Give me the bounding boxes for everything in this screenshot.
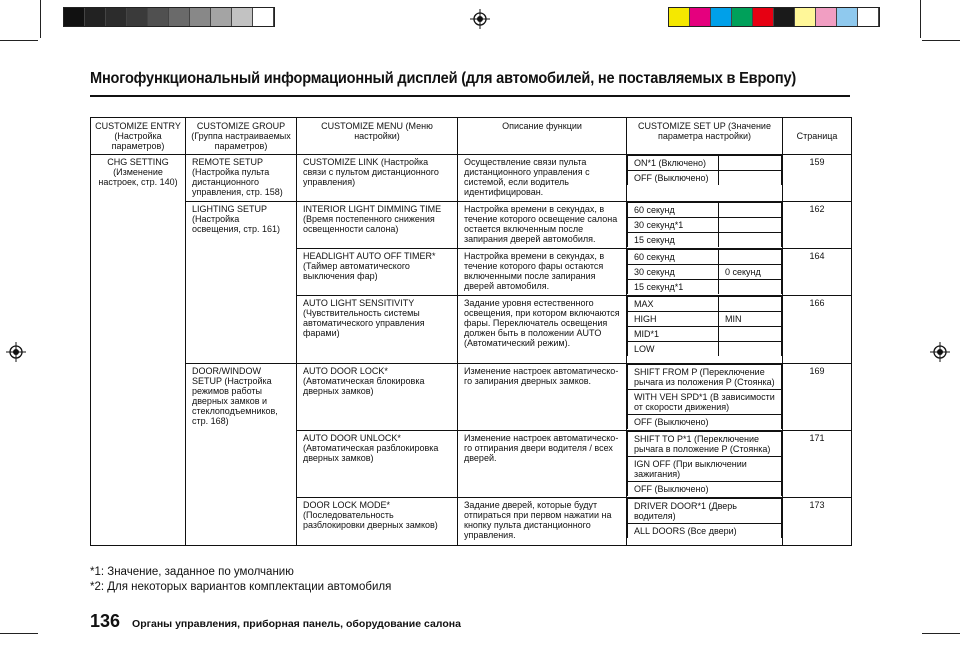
grayscale-calibration-bar xyxy=(63,7,275,27)
setup-option-alt: 0 секунд xyxy=(719,265,782,280)
description-cell: Задание уровня естественного освещения, при котором включаются фары. Переключатель освещения должен быть в положении AUTO (Автоматический режим). xyxy=(458,296,627,364)
page-cell: 164 xyxy=(783,249,852,296)
setup-cell xyxy=(627,249,783,296)
customize-table xyxy=(90,117,852,546)
setup-option: DRIVER DOOR*1 (Дверь водителя) xyxy=(628,499,782,524)
header-group: CUSTOMIZE GROUP (Группа настраиваемых параметров) xyxy=(186,118,297,155)
setup-option-alt xyxy=(719,297,782,312)
setup-cell xyxy=(627,498,783,546)
crop-mark xyxy=(922,40,960,41)
setup-option-alt xyxy=(719,171,782,186)
color-swatch xyxy=(774,8,795,26)
crop-mark xyxy=(40,0,41,38)
page-cell: 159 xyxy=(783,155,852,202)
color-swatch xyxy=(816,8,837,26)
entry-cell: CHG SETTING (Изменение настроек, стр. 140) xyxy=(91,155,186,546)
page-cell: 173 xyxy=(783,498,852,546)
footnotes xyxy=(90,565,391,595)
color-swatch xyxy=(127,8,148,26)
footnote-variant: *2: Для некоторых вариантов комплектации автомобиля xyxy=(90,581,392,593)
setup-option: 15 секунд*1 xyxy=(628,280,719,295)
color-swatch xyxy=(190,8,211,26)
color-swatch xyxy=(795,8,816,26)
group-cell: DOOR/WINDOW SETUP (Настройка режимов работы дверных замков и стеклоподъемников, стр. 168) xyxy=(186,364,297,546)
color-swatch xyxy=(837,8,858,26)
page-cell: 166 xyxy=(783,296,852,364)
table-row xyxy=(91,155,852,202)
menu-cell: AUTO DOOR UNLOCK* (Автоматическая разблокировка дверных замков) xyxy=(297,431,458,498)
color-swatch xyxy=(232,8,253,26)
setup-option-alt xyxy=(719,218,782,233)
setup-option: MAX xyxy=(628,297,719,312)
setup-cell xyxy=(627,364,783,431)
table-row xyxy=(91,202,852,249)
setup-option-alt xyxy=(719,342,782,357)
registration-mark-icon xyxy=(6,342,26,362)
menu-cell: AUTO DOOR LOCK* (Автоматическая блокировка дверных замков) xyxy=(297,364,458,431)
description-cell: Изменение настроек автоматическо-го запирания дверных замков. xyxy=(458,364,627,431)
menu-cell: CUSTOMIZE LINK (Настройка связи с пультом дистанционного управления) xyxy=(297,155,458,202)
setup-option-alt xyxy=(719,203,782,218)
header-page: Страница xyxy=(783,118,852,155)
description-cell: Настройка времени в секундах, в течение которого освещение салона остается включенным после запирания дверей автомобиля. xyxy=(458,202,627,249)
setup-option-alt xyxy=(719,250,782,265)
crop-mark xyxy=(0,633,38,634)
description-cell: Изменение настроек автоматическо-го отпирания двери водителя / всех дверей. xyxy=(458,431,627,498)
table-header-row xyxy=(91,118,852,155)
menu-cell: INTERIOR LIGHT DIMMING TIME (Время постепенного снижения освещенности салона) xyxy=(297,202,458,249)
page-cell: 171 xyxy=(783,431,852,498)
setup-option-alt xyxy=(719,156,782,171)
setup-option-alt xyxy=(719,233,782,248)
setup-option: WITH VEH SPD*1 (В зависимости от скорости движения) xyxy=(628,390,782,415)
setup-option: HIGH xyxy=(628,312,719,327)
menu-cell: DOOR LOCK MODE* (Последовательность разблокировки дверных замков) xyxy=(297,498,458,546)
color-swatch xyxy=(211,8,232,26)
title-divider xyxy=(90,95,850,97)
description-cell: Настройка времени в секундах, в течение которого фары остаются включенными после запирания дверей автомобиля. xyxy=(458,249,627,296)
crop-mark xyxy=(0,40,38,41)
setup-option: LOW xyxy=(628,342,719,357)
group-cell: LIGHTING SETUP (Настройка освещения, стр. 161) xyxy=(186,202,297,364)
color-swatch xyxy=(169,8,190,26)
setup-option: 15 секунд xyxy=(628,233,719,248)
color-swatch xyxy=(858,8,879,26)
setup-option: 60 секунд xyxy=(628,203,719,218)
header-description: Описание функции xyxy=(458,118,627,155)
color-swatch xyxy=(253,8,274,26)
group-cell: REMOTE SETUP (Настройка пульта дистанционного управления, стр. 158) xyxy=(186,155,297,202)
setup-option: ON*1 (Включено) xyxy=(628,156,719,171)
menu-cell: AUTO LIGHT SENSITIVITY (Чувствительность системы автоматического управления фарами) xyxy=(297,296,458,364)
crop-mark xyxy=(920,0,921,38)
setup-option: 60 секунд xyxy=(628,250,719,265)
header-entry: CUSTOMIZE ENTRY (Настройка параметров) xyxy=(91,118,186,155)
header-setup: CUSTOMIZE SET UP (Значение параметра настройки) xyxy=(627,118,783,155)
color-swatch xyxy=(106,8,127,26)
setup-option: SHIFT FROM P (Переключение рычага из положения P (Стоянка) xyxy=(628,365,782,390)
registration-mark-icon xyxy=(470,9,490,29)
setup-cell xyxy=(627,296,783,364)
color-swatch xyxy=(85,8,106,26)
footnote-default: *1: Значение, заданное по умолчанию xyxy=(90,566,294,578)
header-menu: CUSTOMIZE MENU (Меню настройки) xyxy=(297,118,458,155)
table-row xyxy=(91,364,852,431)
setup-option: 30 секунд*1 xyxy=(628,218,719,233)
setup-option: MID*1 xyxy=(628,327,719,342)
setup-option: SHIFT TO P*1 (Переключение рычага в положение P (Стоянка) xyxy=(628,432,782,457)
description-cell: Задание дверей, которые будут отпираться при первом нажатии на кнопку пульта дистанционного управления. xyxy=(458,498,627,546)
setup-option-alt xyxy=(719,280,782,295)
color-swatch xyxy=(669,8,690,26)
crop-mark xyxy=(922,633,960,634)
color-swatch xyxy=(753,8,774,26)
setup-option: OFF (Выключено) xyxy=(628,171,719,186)
registration-mark-icon xyxy=(930,342,950,362)
color-swatch xyxy=(732,8,753,26)
setup-option: 30 секунд xyxy=(628,265,719,280)
setup-option: ALL DOORS (Все двери) xyxy=(628,524,782,539)
page-cell: 169 xyxy=(783,364,852,431)
color-swatch xyxy=(64,8,85,26)
page-number: 136 xyxy=(90,611,121,631)
page-title: Многофункциональный информационный дисплей (для автомобилей, не поставляемых в Европу) xyxy=(90,70,797,87)
color-calibration-bar xyxy=(668,7,880,27)
setup-option-alt xyxy=(719,327,782,342)
setup-cell xyxy=(627,155,783,202)
setup-option-alt: MIN xyxy=(719,312,782,327)
setup-option: OFF (Выключено) xyxy=(628,415,782,430)
page-footer xyxy=(90,611,461,632)
setup-cell xyxy=(627,202,783,249)
page-caption: Органы управления, приборная панель, оборудование салона xyxy=(132,618,461,630)
color-swatch xyxy=(711,8,732,26)
setup-cell xyxy=(627,431,783,498)
setup-option: IGN OFF (При выключении зажигания) xyxy=(628,457,782,482)
color-swatch xyxy=(148,8,169,26)
menu-cell: HEADLIGHT AUTO OFF TIMER* (Таймер автоматического выключения фар) xyxy=(297,249,458,296)
setup-option: OFF (Выключено) xyxy=(628,482,782,497)
color-swatch xyxy=(690,8,711,26)
description-cell: Осуществление связи пульта дистанционного управления с системой, если водитель идентифицирован. xyxy=(458,155,627,202)
page-cell: 162 xyxy=(783,202,852,249)
